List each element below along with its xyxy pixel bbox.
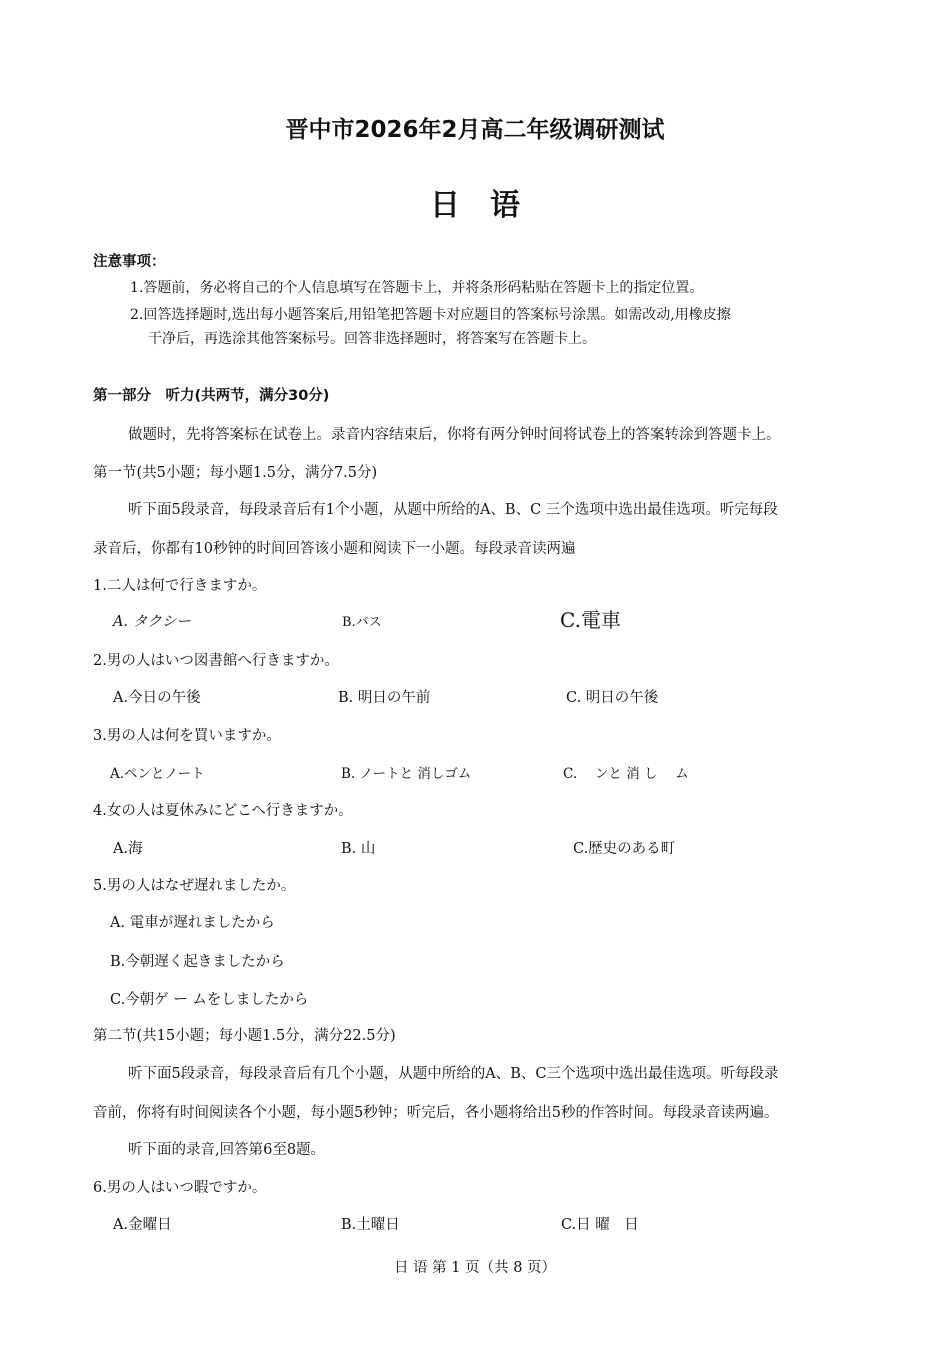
section1-instructions: 听下面5段录音，每段录音后有1个小题，从题中所给的A、B、C 三个选项中选出最佳选项。听完每段 [128,502,778,518]
question-6-option-b: B.土曜日 [341,1217,400,1233]
section2-instructions: 听下面5段录音，每段录音后有几个小题，从题中所给的A、B、C三个选项中选出最佳选项。听每段录 [128,1066,779,1082]
question-1-option-b: B.バス [342,615,382,630]
notice-heading: 注意事项： [93,254,166,270]
question-4-option-c: C.歴史のある町 [573,841,676,857]
section2-group-intro: 听下面的录音,回答第6至8题。 [128,1142,326,1158]
part1-heading: 第一部分 听力(共两节，满分30分) [93,388,330,404]
question-5-stem: 5.男の人はなぜ遅れましたか。 [93,878,296,894]
subject-title: 日 语 [430,188,520,223]
notice-item-2: 2.回答选择题时,选出每小题答案后,用铅笔把答题卡对应题目的答案标号涂黑。如需改动,用橡皮擦 [130,307,731,323]
page-footer: 日 语 第 1 页（共 8 页） [393,1260,557,1276]
question-6-option-c: C.日 曜 日 [561,1217,639,1233]
part1-intro: 做题时，先将答案标在试卷上。录音内容结束后，你将有两分钟时间将试卷上的答案转涂到答题卡上。 [128,427,781,443]
question-5-option-a: A. 電車が遅れましたから [110,915,275,931]
question-1-option-c: C.電車 [560,608,621,632]
question-2-option-c: C. 明日の午後 [566,690,659,706]
exam-title: 晋中市2026年2月高二年级调研测试 [285,117,665,143]
section2-instructions-cont: 音前，你将有时间阅读各个小题，每小题5秒钟；听完后，各小题将给出5秒的作答时间。每段录音读两遍。 [93,1105,779,1121]
question-3-option-c: C. ンと 消 し ム [563,766,689,782]
question-2-option-a: A.今日の午後 [113,690,201,706]
section1-instructions-cont: 录音后，你都有10秒钟的时间回答该小题和阅读下一小题。每段录音读两遍 [93,541,576,557]
question-5-option-c: C.今朝ゲ ー ムをしましたから [110,992,309,1008]
question-1-stem: 1.二人は何で行きますか。 [93,578,267,594]
question-3-option-a: A.ペンとノート [110,766,205,782]
question-6-stem: 6.男の人はいつ暇ですか。 [93,1180,267,1196]
question-2-stem: 2.男の人はいつ図書館へ行きますか。 [93,653,339,669]
section2-heading: 第二节(共15小题；每小题1.5分，满分22.5分) [93,1028,396,1044]
notice-item-2-cont: 干净后，再选涂其他答案标号。回答非选择题时，将答案写在答题卡上。 [148,331,596,347]
question-4-option-b: B. 山 [341,841,376,857]
question-4-stem: 4.女の人は夏休みにどこへ行きますか。 [93,803,353,819]
question-1-option-a: A. タクシー [113,614,191,630]
question-6-option-a: A.金曜日 [113,1217,172,1233]
section1-heading: 第一节(共5小题；每小题1.5分，满分7.5分) [93,465,378,481]
question-5-option-b: B.今朝遅く起きましたから [110,954,285,970]
notice-item-1: 1.答题前，务必将自己的个人信息填写在答题卡上，并将条形码粘贴在答题卡上的指定位置。 [130,280,704,296]
question-3-stem: 3.男の人は何を買いますか。 [93,728,281,744]
question-3-option-b: B. ノートと 消しゴム [341,766,472,782]
question-4-option-a: A.海 [113,841,143,857]
question-2-option-b: B. 明日の午前 [338,690,431,706]
